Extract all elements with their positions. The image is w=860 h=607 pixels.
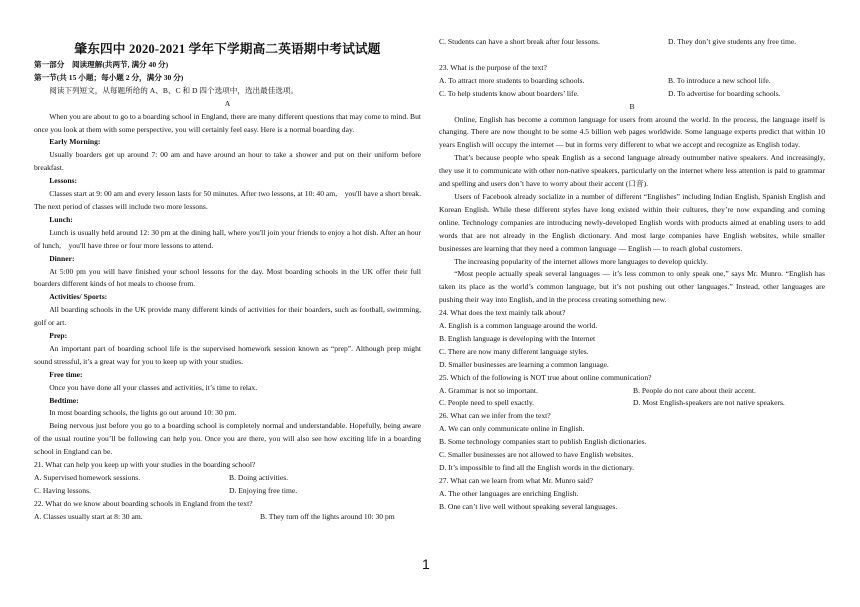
right-column [439, 36, 825, 514]
question-21-stem: 21. What can help you keep up with your studies in the boarding school? [34, 460, 256, 470]
heading-prep: Prep: [49, 331, 68, 341]
question-25-option-c[interactable]: C. People need to spell exactly. [439, 398, 535, 408]
paragraph-lessons: Classes start at 9: 00 am and every lesson lasts for 50 minutes. After two lessons, at 10: 40 am, you'll have a short break. The next period of classes will include two more lessons. [34, 189, 421, 211]
passage-b-paragraph-2: That’s because people who speak English as a second language already outnumber native speakers. And increasingly, they use it to communicate with other non-native speakers, particularly on the internet where less attention is paid to grammar and spelling and users don’t have to worry about their accent (口音). [439, 153, 825, 189]
question-21-option-d[interactable]: D. Enjoying free time. [229, 485, 298, 495]
left-column [34, 0, 421, 524]
question-27-stem: 27. What can we learn from what Mr. Munro said? [439, 475, 594, 485]
section-heading: 第一节(共 15 小题；每小题 2 分，满分 30 分) [34, 72, 184, 82]
page-title: 肇东四中 2020-2021 学年下学期高二英语期中考试试题 [74, 42, 381, 56]
question-22-option-a[interactable]: A. Classes usually start at 8: 30 am. [34, 511, 143, 521]
heading-dinner: Dinner: [49, 253, 75, 263]
question-23-options-row2 [439, 88, 825, 101]
question-22-stem: 22. What do we know about boarding schools in England from the text? [34, 498, 253, 508]
question-22-option-c[interactable]: C. Students can have a short break after four lessons. [439, 37, 600, 46]
directions: 阅读下列短文，从每题所给的 A、B、C 和 D 四个选项中，选出最佳选项。 [49, 85, 299, 95]
question-23-option-b[interactable]: B. To introduce a new school life. [668, 75, 771, 85]
question-24-option-c[interactable]: C. There are now many different language styles. [439, 346, 589, 356]
passage-b-label: B [629, 101, 635, 111]
paragraph-dinner: At 5:00 pm you will have finished your school lessons for the day. Most boarding schools in the UK offer their full boarders different kinds of hot meals to choose from. [34, 266, 421, 289]
question-22-option-d[interactable]: D. They don’t give students any free time. [668, 37, 797, 46]
passage-a-label: A [224, 98, 231, 108]
passage-b-paragraph-5: “Most people actually speak several languages — it’s less common to only speak one,” says Mr. Munro. “English has taken its place as the world’s common language, but it’s not pushing out other languages.” Instead, other languages are pushing their way into English, and in the process creating something new. [439, 269, 825, 305]
heading-lessons: Lessons: [49, 176, 78, 186]
question-23-stem: 23. What is the purpose of the text? [439, 62, 547, 72]
question-24-option-d[interactable]: D. Smaller businesses are learning a common language. [439, 359, 609, 369]
heading-early-morning: Early Morning: [49, 137, 101, 147]
question-23-option-d[interactable]: D. To advertise for boarding schools. [668, 88, 781, 98]
question-24-option-b[interactable]: B. English language is developing with the Internet [439, 333, 596, 343]
question-21-option-b[interactable]: B. Doing activities. [229, 473, 289, 482]
paragraph-prep: An important part of boarding school life is the supervised homework session known as “prep”. Although prep might sound stressful, it’s a great way for you to keep up with your studies. [34, 343, 421, 366]
heading-bedtime: Bedtime: [49, 395, 79, 405]
paragraph-activities: All boarding schools in the UK provide many different kinds of activities for their boarders, such as football, swimming, golf or art. [34, 305, 421, 328]
question-22-options-row2 [439, 36, 825, 49]
question-24-option-a[interactable]: A. English is a common language around the world. [439, 321, 598, 331]
question-22-options-row1 [34, 511, 421, 524]
question-22-option-b[interactable]: B. They turn off the lights around 10: 30 pm [260, 511, 395, 521]
question-21-option-c[interactable]: C. Having lessons. [34, 485, 91, 495]
passage-b-paragraph-1: Online, English has become a common language for users from around the world. In the process, the language itself is changing. There are now thought to be some 4.5 billion web pages worldwide. Some language experts predict that within 10 years English will occupy the internet — but in forms very different to what we accept and recognize as English today. [439, 114, 825, 150]
heading-lunch: Lunch: [49, 214, 73, 224]
passage-a-intro: When you are about to go to a boarding school in England, there are many different questions that may come to mind. But once you look at them with some perspective, you will certainly feel easy. Here is a normal boarding day. [34, 111, 421, 134]
paragraph-lunch: Lunch is usually held around 12: 30 pm at the dining hall, where you'll join your friends to enjoy a hot dish. After an hour of lunch, you'll have three or four more lessons to attend. [34, 227, 421, 250]
question-25-option-b[interactable]: B. People do not care about their accent. [633, 385, 756, 395]
question-27-option-b[interactable]: B. One can’t live well without speaking several languages. [439, 501, 618, 511]
question-26-option-b[interactable]: B. Some technology companies start to publish English dictionaries. [439, 437, 647, 447]
question-21-options-row2 [34, 485, 421, 498]
question-26-option-a[interactable]: A. We can only communicate online in English. [439, 424, 585, 434]
question-23-option-c[interactable]: C. To help students know about boarders’ life. [439, 88, 579, 98]
question-21-option-a[interactable]: A. Supervised homework sessions. [34, 473, 141, 482]
paragraph-bedtime: In most boarding schools, the lights go out around 10: 30 pm. [49, 408, 237, 418]
paragraph-free-time: Once you have done all your classes and activities, it’s time to relax. [49, 382, 258, 392]
question-23-option-a[interactable]: A. To attract more students to boarding schools. [439, 75, 585, 85]
question-21-options-row1 [34, 472, 421, 485]
part-heading: 第一部分 阅读理解(共两节, 满分 40 分) [34, 60, 169, 69]
passage-b-paragraph-4: The increasing popularity of the internet allows more languages to develop quickly. [454, 256, 709, 266]
question-26-stem: 26. What can we infer from the text? [439, 411, 551, 421]
heading-free-time: Free time: [49, 369, 83, 379]
question-23-options-row1 [439, 75, 825, 88]
question-24-stem: 24. What does the text mainly talk about? [439, 308, 566, 318]
question-25-options-row1 [439, 385, 825, 398]
question-25-stem: 25. Which of the following is NOT true about online communication? [439, 372, 652, 382]
paragraph-closing: Being nervous just before you go to a boarding school is completely normal and understandable. Hopefully, being aware of the usual routine you’ll be following can help you. Once you are there, you will also see how exciting life in a boarding school in England can be. [34, 421, 421, 457]
question-25-option-d[interactable]: D. Most English-speakers are not native speakers. [633, 398, 785, 408]
question-27-option-a[interactable]: A. The other languages are enriching English. [439, 488, 579, 498]
question-25-options-row2 [439, 397, 825, 410]
question-26-option-d[interactable]: D. It’s impossible to find all the English words in the dictionary. [439, 463, 635, 472]
paragraph-early-morning: Usually boarders get up around 7: 00 am and have around an hour to take a shower and put on their uniform before breakfast. [34, 150, 421, 173]
heading-activities: Activities/ Sports: [49, 292, 108, 302]
passage-b-paragraph-3: Users of Facebook already socialize in a number of different “Englishes” including Indian English, Spanish English and Korean English. While these different styles have long existed within their cultures, they’re now expanding and coming online. Technology companies are introducing newly-developed English words with products aimed at enabling users to add words that are not already in the English dictionary. And most large companies have English websites, while smaller businesses are learning that they need a common language — English — to reach global customers. [439, 191, 825, 253]
question-26-option-c[interactable]: C. Smaller businesses are not allowed to have English websites. [439, 450, 634, 460]
question-25-option-a[interactable]: A. Grammar is not so important. [439, 385, 538, 395]
page-number: 1 [422, 556, 430, 572]
